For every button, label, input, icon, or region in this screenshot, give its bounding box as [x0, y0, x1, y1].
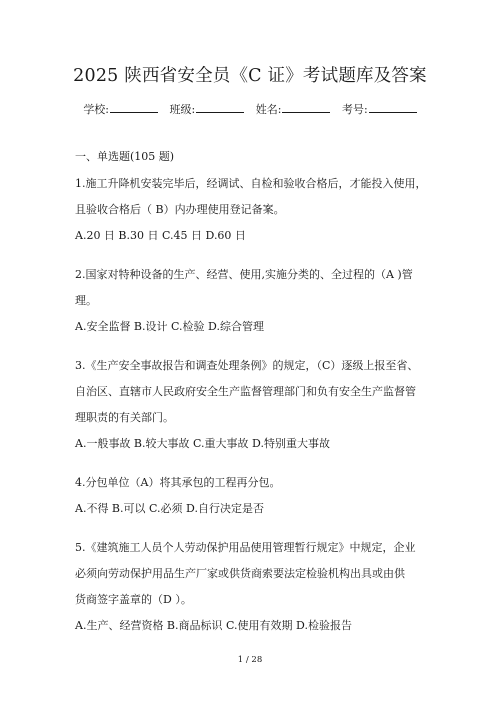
section-heading: 一、单选题(105 题) — [75, 150, 175, 163]
question-5-line-2: 必须向劳动保护用品生产厂家或供货商索要法定检验机构出具或由供 — [75, 567, 405, 580]
question-1-options: A.20 日 B.30 日 C.45 日 D.60 日 — [75, 229, 246, 242]
class-label: 班级: — [169, 103, 196, 116]
class-field — [170, 103, 245, 116]
question-1-line-1: 1.施工升降机安装完毕后，经调试、自检和验收合格后，才能投入使用， — [75, 177, 427, 190]
question-4-options: A.不得 B.可以 C.必须 D.自行决定是否 — [75, 502, 264, 515]
school-blank — [110, 102, 158, 113]
question-3-line-2: 自治区、直辖市人民政府安全生产监督管理部门和负有安全生产监督管 — [75, 385, 416, 398]
question-2-line-1: 2.国家对特种设备的生产、经营、使用,实施分类的、全过程的（A )管 — [75, 268, 413, 281]
school-field — [83, 103, 158, 116]
class-blank — [196, 102, 244, 113]
question-2-options: A.安全监督 B.设计 C.检验 D.综合管理 — [75, 320, 264, 333]
question-4-line-1: 4.分包单位（A）将其承包的工程再分包。 — [75, 476, 281, 489]
question-5-options: A.生产、经营资格 B.商品标识 C.使用有效期 D.检验报告 — [75, 619, 352, 632]
question-2-line-2: 理。 — [75, 294, 97, 307]
question-3-line-1: 3.《生产安全事故报告和调查处理条例》的规定，（C）逐级上报至省、 — [75, 359, 419, 372]
question-3-line-3: 理职责的有关部门。 — [75, 411, 174, 424]
exam-number-blank — [369, 102, 417, 113]
student-info-line — [0, 101, 500, 117]
question-5-line-3: 货商签字盖章的（D ）。 — [75, 593, 192, 606]
name-field — [256, 103, 331, 116]
question-1-line-2: 且验收合格后（ B）内办理使用登记备案。 — [75, 203, 285, 216]
school-label: 学校: — [83, 103, 110, 116]
page-number: 1 / 28 — [237, 655, 263, 665]
document-title: 2025 陕西省安全员《C 证》考试题库及答案 — [73, 66, 427, 86]
name-blank — [282, 102, 330, 113]
exam-number-field — [342, 103, 417, 116]
question-3-options: A.一般事故 B.较大事故 C.重大事故 D.特别重大事故 — [75, 437, 330, 450]
exam-number-label: 考号: — [341, 103, 368, 116]
name-label: 姓名: — [255, 103, 282, 116]
question-5-line-1: 5.《建筑施工人员个人劳动保护用品使用管理暂行规定》中规定，企业 — [75, 541, 416, 554]
